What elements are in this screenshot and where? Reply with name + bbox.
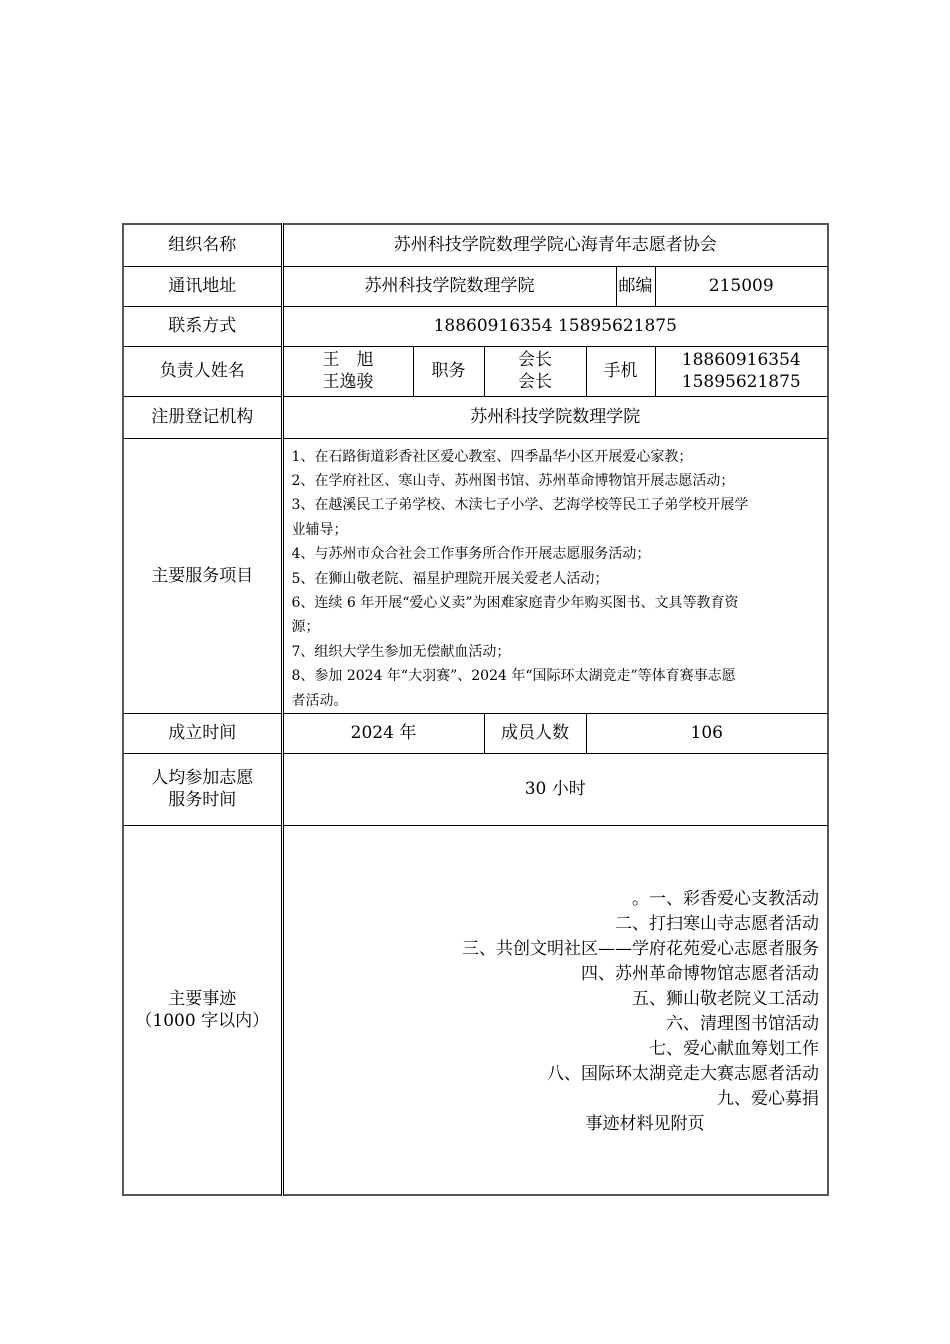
service-line: 8、参加 2024 年“大羽赛”、2024 年“国际环太湖竞走”等体育赛事志愿 bbox=[291, 668, 736, 685]
hours-label-line-1: 人均参加志愿 bbox=[151, 768, 254, 789]
deeds-label-line-1: 主要事迹 bbox=[168, 989, 237, 1010]
row-org-name bbox=[123, 224, 828, 266]
deed-item: 六、清理图书馆活动 bbox=[666, 1013, 819, 1034]
mobile-2: 15895621875 bbox=[681, 372, 801, 392]
contact-value: 18860916354 15895621875 bbox=[282, 306, 828, 346]
mobile-label: 手机 bbox=[586, 346, 655, 396]
volunteer-registration-form bbox=[122, 223, 829, 1196]
deed-item: 三、共创文明社区——学府花苑爱心志愿者服务 bbox=[462, 938, 819, 959]
deed-item: 二、打扫寒山寺志愿者活动 bbox=[615, 913, 819, 934]
service-line: 7、组织大学生参加无偿献血活动； bbox=[291, 643, 511, 660]
service-line: 3、在越溪民工子弟学校、木渎七子小学、艺海学校等民工子弟学校开展学 bbox=[291, 497, 749, 514]
service-line: 6、连续 6 年开展“爱心义卖”为困难家庭青少年购买图书、文具等教育资 bbox=[291, 594, 739, 611]
service-line: 4、与苏州市众合社会工作事务所合作开展志愿服务活动； bbox=[291, 546, 651, 563]
registry-value: 苏州科技学院数理学院 bbox=[282, 396, 828, 438]
leader-names bbox=[282, 346, 413, 396]
service-line: 1、在石路街道彩香社区爱心教室、四季晶华小区开展爱心家教； bbox=[291, 448, 693, 465]
row-address bbox=[123, 266, 828, 306]
service-line: 5、在狮山敬老院、福星护理院开展关爱老人活动； bbox=[291, 570, 609, 587]
deed-item: 九、爱心募捐 bbox=[717, 1088, 819, 1109]
mobiles bbox=[655, 346, 828, 396]
service-line: 源； bbox=[291, 619, 320, 636]
position-1: 会长 bbox=[518, 350, 552, 370]
hours-value: 30 小时 bbox=[282, 753, 828, 825]
service-line: 者活动。 bbox=[291, 692, 348, 709]
address-value: 苏州科技学院数理学院 bbox=[282, 266, 616, 306]
deed-item: 。一、彩香爱心支教活动 bbox=[632, 888, 819, 909]
deeds-list bbox=[462, 887, 819, 1112]
services-list bbox=[282, 438, 828, 713]
deed-item: 八、国际环太湖竞走大赛志愿者活动 bbox=[547, 1063, 819, 1084]
org-name-label: 组织名称 bbox=[123, 224, 282, 266]
members-value: 106 bbox=[586, 713, 828, 753]
mobile-1: 18860916354 bbox=[681, 350, 801, 370]
deeds-cell bbox=[282, 825, 828, 1195]
row-contact bbox=[123, 306, 828, 346]
leader-label: 负责人姓名 bbox=[123, 346, 282, 396]
row-deeds bbox=[123, 825, 828, 1195]
org-name-value: 苏州科技学院数理学院心海青年志愿者协会 bbox=[282, 224, 828, 266]
registry-label: 注册登记机构 bbox=[123, 396, 282, 438]
positions bbox=[484, 346, 586, 396]
founded-label: 成立时间 bbox=[123, 713, 282, 753]
deed-item: 七、爱心献血筹划工作 bbox=[649, 1038, 819, 1059]
contact-label: 联系方式 bbox=[123, 306, 282, 346]
position-2: 会长 bbox=[518, 372, 552, 392]
position-label: 职务 bbox=[413, 346, 484, 396]
founded-value: 2024 年 bbox=[282, 713, 484, 753]
hours-label-line-2: 服务时间 bbox=[168, 790, 237, 811]
deeds-label-line-2: （1000 字以内） bbox=[135, 1011, 270, 1032]
leader-name-1: 王 旭 bbox=[322, 350, 374, 370]
postcode-value: 215009 bbox=[655, 266, 828, 306]
row-services bbox=[123, 438, 828, 713]
hours-label bbox=[123, 753, 282, 825]
service-line: 2、在学府社区、寒山寺、苏州图书馆、苏州革命博物馆开展志愿活动； bbox=[291, 472, 735, 489]
deed-item: 五、狮山敬老院义工活动 bbox=[632, 988, 819, 1009]
service-line: 业辅导； bbox=[291, 521, 348, 538]
postcode-label: 邮编 bbox=[616, 266, 655, 306]
deeds-label bbox=[123, 825, 282, 1195]
row-leaders bbox=[123, 346, 828, 396]
members-label: 成员人数 bbox=[484, 713, 586, 753]
services-label: 主要服务项目 bbox=[123, 438, 282, 713]
row-hours bbox=[123, 753, 828, 825]
leader-name-2: 王逸骏 bbox=[322, 372, 374, 392]
deeds-note: 事迹材料见附页 bbox=[585, 1113, 705, 1134]
row-registry bbox=[123, 396, 828, 438]
row-founded bbox=[123, 713, 828, 753]
address-label: 通讯地址 bbox=[123, 266, 282, 306]
deed-item: 四、苏州革命博物馆志愿者活动 bbox=[581, 963, 819, 984]
